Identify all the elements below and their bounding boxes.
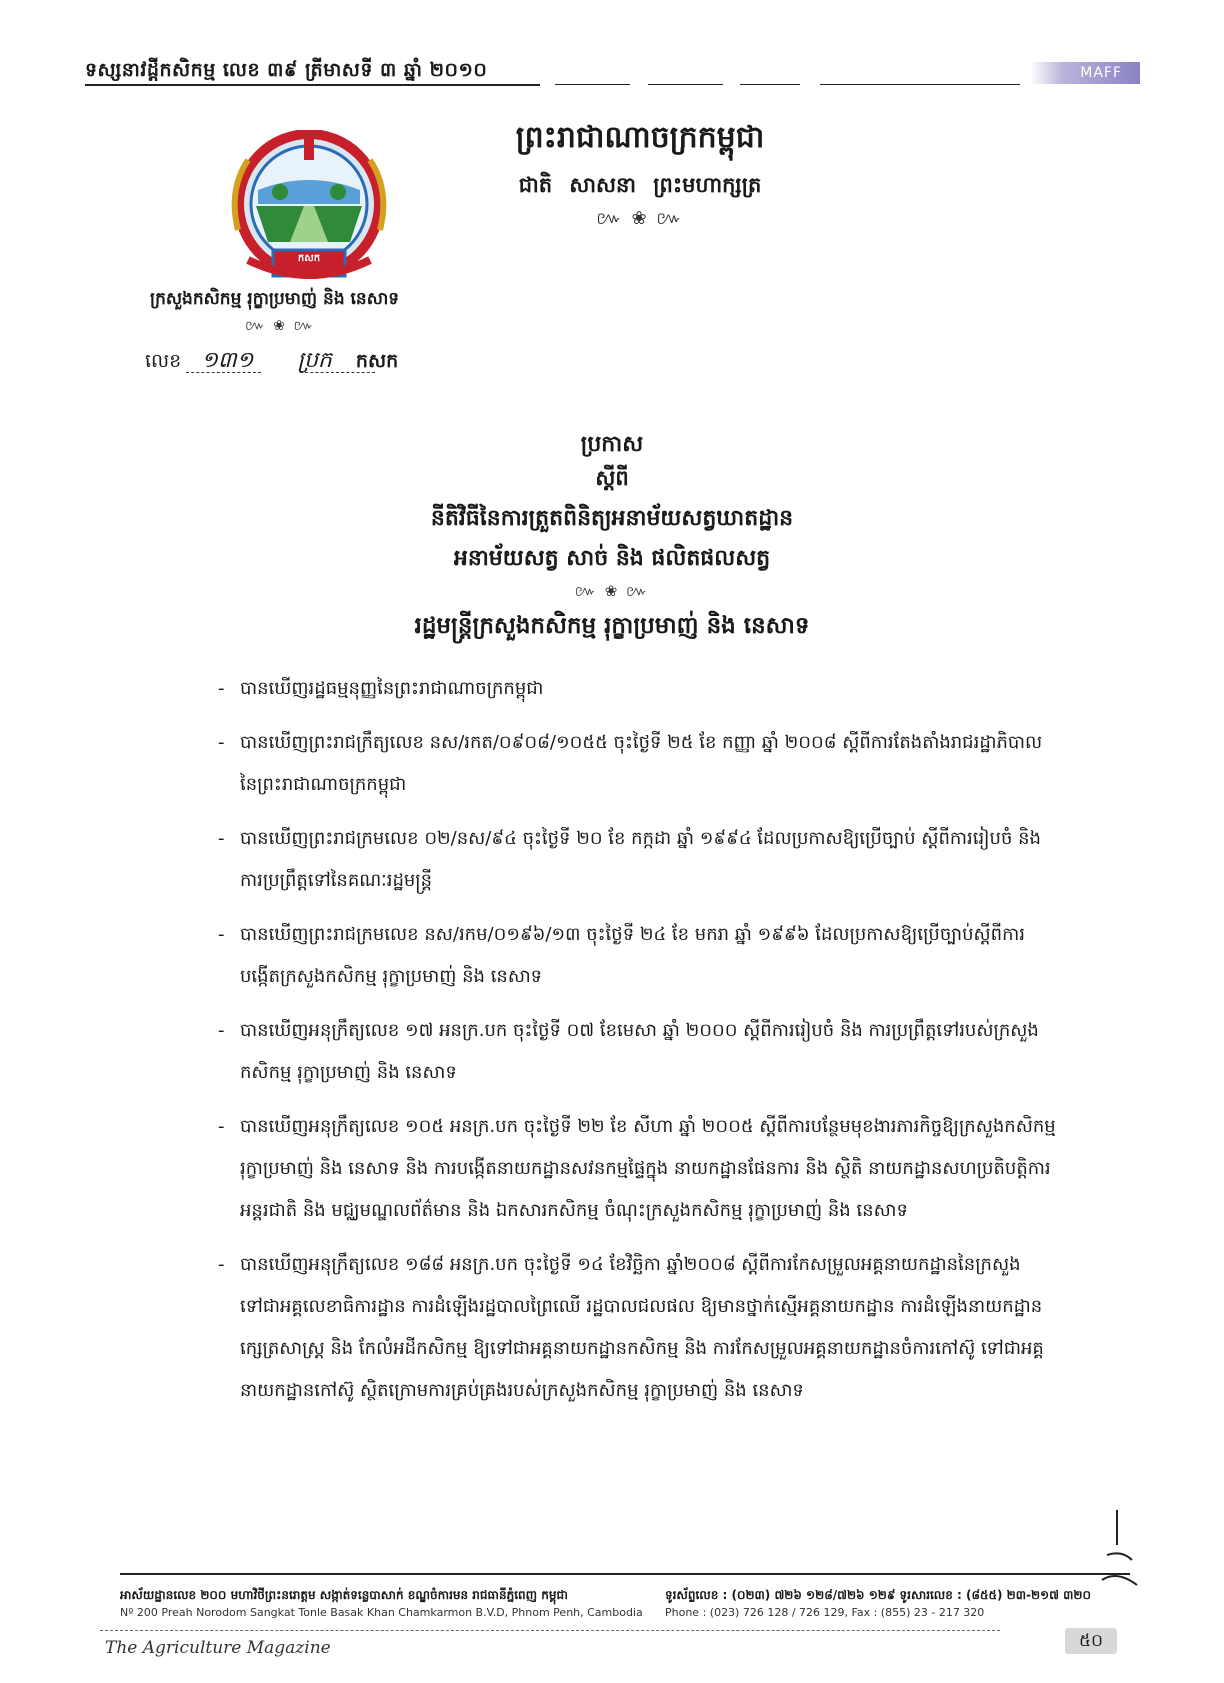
footer-phone-en: Phone : (023) 726 128 / 726 129, Fax : (855) 23 - 217 320 — [665, 1606, 985, 1619]
kingdom-title: ព្រះរាជាណាចក្រកម្ពុជា — [515, 120, 765, 155]
header-rule-3 — [648, 84, 723, 85]
header-rule-4 — [740, 84, 800, 85]
reference-number — [145, 346, 398, 378]
list-item: - បានឃើញអនុក្រឹត្យលេខ ១០៥ អនក្រ.បក ចុះថ្ងៃទី ២២ ខែ សីហា ឆ្នាំ ២០០៥ ស្តីពីការបន្ថែមមុខងារភារកិច្ចឱ្យក្រសួងកសិកម្ម រុក្ខាប្រមាញ់ និង នេសាទ និង ការបង្កើតនាយកដ្ឋានសវនកម្មផ្ទៃក្នុង នាយកដ្ឋានផែនការ និង ស្ថិតិ នាយកដ្ឋានសហប្រតិបត្តិការអន្តរជាតិ និង មជ្ឈមណ្ឌលព័ត៌មាន និង ឯកសារកសិកម្ម ចំណុះក្រសួងកសិកម្ម រុក្ខាប្រមាញ់ និង នេសាទ — [218, 1106, 1058, 1232]
title-ornament: ៚ ❀ ៚ — [574, 582, 650, 600]
page-number: ៥០ — [1065, 1628, 1117, 1654]
footer-rule — [120, 1573, 1130, 1575]
list-item: - បានឃើញរដ្ឋធម្មនុញ្ញនៃព្រះរាជាណាចក្រកម្ពុជា — [218, 668, 1058, 710]
signature-mark-icon — [1092, 1505, 1142, 1605]
maff-badge: MAFF — [1030, 62, 1140, 84]
issue-header: ទស្សនាវដ្តីកសិកម្ម លេខ ៣៩ ត្រីមាសទី ៣ ឆ្នាំ ២០១០ — [85, 59, 488, 81]
header-rule — [85, 84, 540, 86]
document-subject-line-2: អនាម័យសត្វ សាច់ និង ផលិតផលសត្វ — [453, 546, 771, 571]
footer-dashed-rule — [100, 1630, 1000, 1631]
ref-suffix: កសក — [355, 350, 399, 372]
header-rule-5 — [820, 84, 1020, 85]
document-type: ប្រកាស — [580, 432, 644, 457]
list-item: - បានឃើញអនុក្រឹត្យលេខ ១៨៨ អនក្រ.បក ចុះថ្ងៃទី ១៤ ខែវិច្ឆិកា ឆ្នាំ២០០៨ ស្តីពីការកែសម្រួលអគ្គនាយកដ្ឋាននៃក្រសួង ទៅជាអគ្គលេខាធិការដ្ឋាន ការដំឡើងរដ្ឋបាលព្រៃឈើ រដ្ឋបាលជលផល ឱ្យមានថ្នាក់ស្មើអគ្គនាយកដ្ឋាន ការដំឡើងនាយកដ្ឋានក្សេត្រសាស្ត្រ និង កែលំអដីកសិកម្ម ឱ្យទៅជាអគ្គនាយកដ្ឋានកសិកម្ម និង ការកែសម្រួលអគ្គនាយកដ្ឋានចំការកៅស៊ូ ទៅជាអគ្គនាយកដ្ឋានកៅស៊ូ ស្ថិតក្រោមការគ្រប់គ្រងរបស់ក្រសួងកសិកម្ម រុក្ខាប្រមាញ់ និង នេសាទ — [218, 1244, 1058, 1412]
kingdom-motto: ជាតិ សាសនា ព្រះមហាក្សត្រ — [518, 173, 762, 197]
ref-underline-2 — [300, 372, 375, 373]
footer-address-en: Nº 200 Preah Norodom Sangkat Tonle Basak Khan Chamkarmon B.V.D, Phnom Penh, Cambodia — [120, 1606, 643, 1619]
ref-handwritten: ប្រក — [297, 348, 332, 373]
ref-underline-1 — [186, 372, 261, 373]
minister-title: រដ្ឋមន្ត្រីក្រសួងកសិកម្ម រុក្ខាប្រមាញ់ និង នេសាទ — [414, 613, 810, 639]
document-subject-label: ស្ដីពី — [595, 466, 629, 490]
list-item: - បានឃើញព្រះរាជក្រមលេខ នស/រកម/០១៩៦/១៣ ចុះថ្ងៃទី ២៤ ខែ មករា ឆ្នាំ ១៩៩៦ ដែលប្រកាសឱ្យប្រើច្បាប់ស្តីពីការបង្កើតក្រសួងកសិកម្ម រុក្ខាប្រមាញ់ និង នេសាទ — [218, 914, 1058, 998]
seal-label: កសក — [297, 253, 321, 264]
list-item: - បានឃើញព្រះរាជក្រឹត្យលេខ នស/រកត/០៩០៨/១០៥៥ ចុះថ្ងៃទី ២៥ ខែ កញ្ញា ឆ្នាំ ២០០៨ ស្តីពីការតែងតាំងរាជរដ្ឋាភិបាលនៃព្រះរាជាណាចក្រកម្ពុជា — [218, 722, 1058, 806]
ref-label: លេខ — [145, 350, 182, 372]
legal-references-list — [218, 668, 1058, 1424]
footer-phone-kh: ទូរស័ព្ទលេខ : (០២៣) ៧២៦ ១២៨/៧២៦ ១២៩ ទូរសារលេខ : (៨៥៥) ២៣-២១៧ ៣២០ — [665, 1588, 1091, 1602]
ministry-ornament: ៚ ❀ ៚ — [245, 318, 316, 334]
ornament-divider: ៚ ❀ ៚ — [596, 208, 684, 229]
list-item: - បានឃើញព្រះរាជក្រមលេខ ០២/នស/៩៤ ចុះថ្ងៃទី ២០ ខែ កក្កដា ឆ្នាំ ១៩៩៤ ដែលប្រកាសឱ្យប្រើច្បាប់ ស្តីពីការរៀបចំ និង ការប្រព្រឹត្តទៅនៃគណៈរដ្ឋមន្ត្រី — [218, 818, 1058, 902]
header-rule-2 — [555, 84, 630, 85]
footer-address-kh: អាស័យដ្ឋានលេខ ២០០ មហាវិថីព្រះនរោត្តម សង្កាត់ទន្លេបាសាក់ ខណ្ឌចំការមន រាជធានីភ្នំពេញ កម្ពុជា — [120, 1588, 568, 1602]
ministry-name: ក្រសួងកសិកម្ម រុក្ខាប្រមាញ់ និង នេសាទ — [150, 289, 400, 309]
document-subject-line-1: នីតិវិធីនៃការត្រួតពិនិត្យអនាម័យសត្វឃាតដ្ឋាន — [430, 506, 794, 531]
ref-number: ១៣១ — [201, 348, 254, 373]
magazine-name: The Agriculture Magazine — [105, 1638, 331, 1658]
ministry-seal-icon — [218, 130, 400, 292]
list-item: - បានឃើញអនុក្រឹត្យលេខ ១៧ អនក្រ.បក ចុះថ្ងៃទី ០៧ ខែមេសា ឆ្នាំ ២០០០ ស្តីពីការរៀបចំ និង ការប្រព្រឹត្តទៅរបស់ក្រសួងកសិកម្ម រុក្ខាប្រមាញ់ និង នេសាទ — [218, 1010, 1058, 1094]
